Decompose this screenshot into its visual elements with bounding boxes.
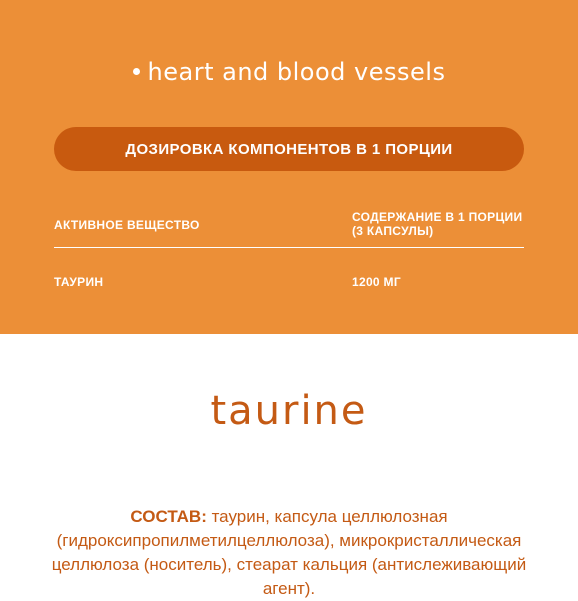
tagline-text: heart and blood vessels bbox=[147, 58, 446, 86]
dosage-banner bbox=[54, 127, 524, 171]
composition-body: таурин, капсула целлюлозная (гидроксипропилметилцеллюлоза), микрокристаллическая целлюлоза (носитель), стеарат кальция (антислеживающий агент). bbox=[51, 507, 527, 598]
tagline bbox=[0, 58, 578, 86]
column-header-substance: АКТИВНОЕ ВЕЩЕСТВО bbox=[54, 218, 200, 232]
composition-label: СОСТАВ: bbox=[130, 507, 207, 526]
product-name: taurine bbox=[210, 388, 368, 434]
column-header-amount: СОДЕРЖАНИЕ В 1 ПОРЦИИ (3 КАПСУЛЫ) bbox=[352, 210, 523, 238]
bullet-dot-icon bbox=[133, 68, 140, 75]
row-amount: 1200 МГ bbox=[352, 275, 401, 289]
dosage-banner-label: ДОЗИРОВКА КОМПОНЕНТОВ В 1 ПОРЦИИ bbox=[125, 140, 453, 158]
table-divider bbox=[54, 247, 524, 248]
row-substance: ТАУРИН bbox=[54, 275, 104, 289]
table-header bbox=[54, 208, 524, 248]
composition-text bbox=[30, 505, 548, 601]
table-row bbox=[54, 275, 524, 291]
